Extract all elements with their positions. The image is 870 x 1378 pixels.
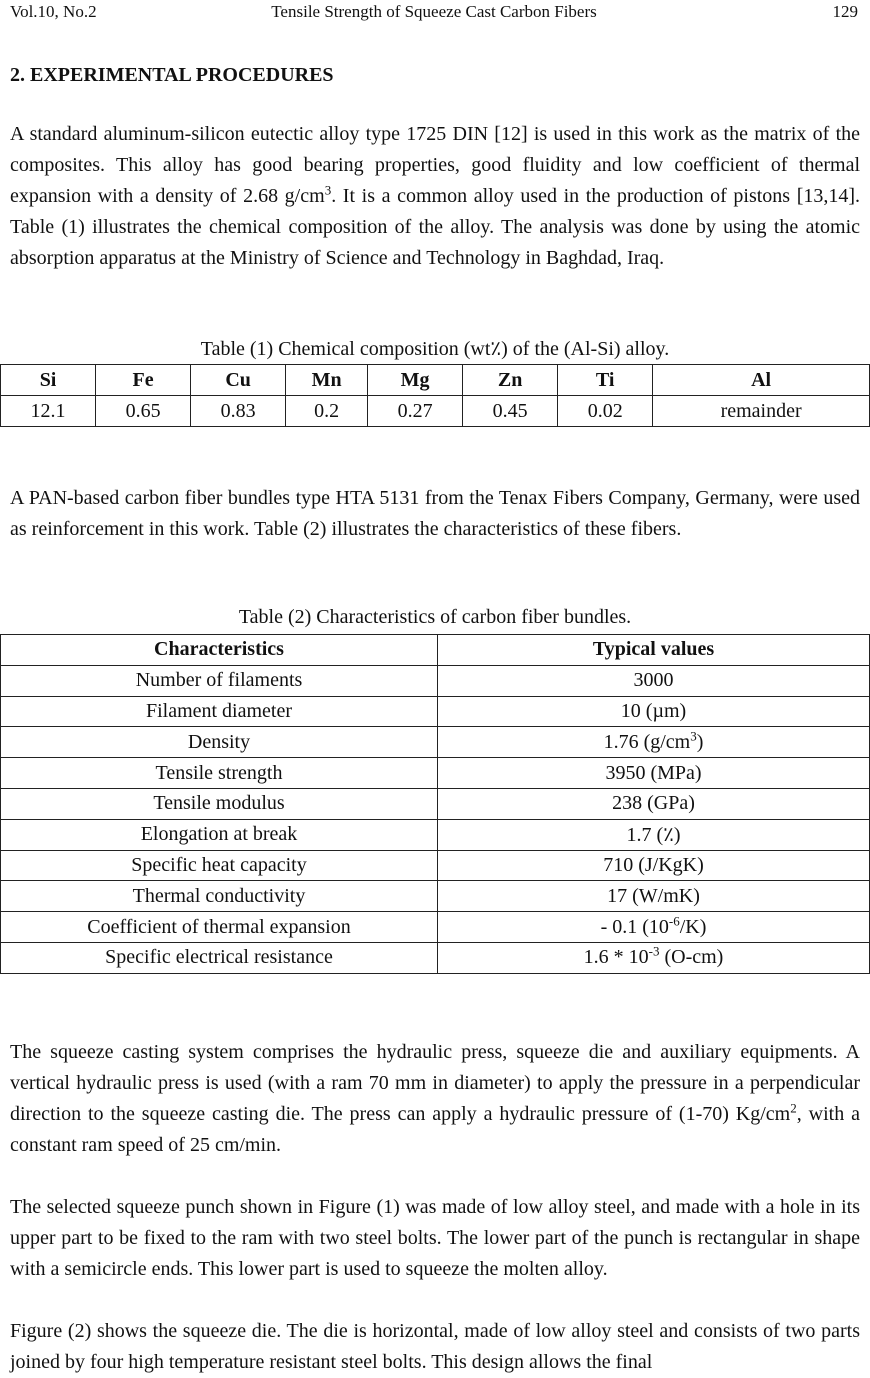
table-header-row [1, 635, 870, 666]
table-header-cell: Characteristics [1, 635, 438, 666]
table-header-cell: Typical values [438, 635, 870, 666]
paragraph-carbon-fibers: A PAN-based carbon fiber bundles type HTA 5131 from the Tenax Fibers Company, Germany, were used as reinforcement in this work. Table (2) illustrates the characteristics of these fibers. [10, 487, 860, 540]
characteristic-name-cell: Number of filaments [1, 665, 438, 696]
value-text: 238 (GPa) [612, 792, 695, 815]
characteristic-value-cell [438, 727, 870, 758]
value-suffix: (O-cm) [659, 946, 724, 969]
table-header-cell: Fe [96, 365, 191, 396]
value-text: 1.6 * 10 [583, 946, 649, 969]
characteristic-value-cell [438, 850, 870, 881]
table-header-cell: Cu [191, 365, 286, 396]
characteristic-name-cell: Elongation at break [1, 819, 438, 850]
paragraph-squeeze-die: Figure (2) shows the squeeze die. The die is horizontal, made of low alloy steel and consists of two parts joined by four high temperature resistant steel bolts. This design allows the final [10, 1320, 860, 1373]
table-row [1, 727, 870, 758]
running-header [10, 0, 858, 24]
characteristic-name-cell: Thermal conductivity [1, 881, 438, 912]
characteristic-value-cell [438, 665, 870, 696]
characteristic-value-cell [438, 758, 870, 789]
table-header-cell: Mn [286, 365, 368, 396]
table-row [1, 942, 870, 973]
table-cell: remainder [653, 396, 870, 427]
characteristic-name-cell: Specific heat capacity [1, 850, 438, 881]
paragraph-squeeze-system [10, 1037, 860, 1161]
table-row [1, 788, 870, 819]
characteristic-name-cell: Tensile strength [1, 758, 438, 789]
table-header-cell: Zn [463, 365, 558, 396]
characteristic-value-cell [438, 912, 870, 943]
composition-table [0, 364, 870, 427]
table-cell: 0.65 [96, 396, 191, 427]
table-header-cell: Al [653, 365, 870, 396]
value-suffix: /K) [679, 915, 707, 938]
value-text: 1.76 (g/cm [603, 730, 691, 753]
running-title: Tensile Strength of Squeeze Cast Carbon Fibers [271, 2, 597, 21]
table-cell: 0.45 [463, 396, 558, 427]
table-row [1, 881, 870, 912]
value-superscript: 3 [690, 728, 697, 744]
table1-caption: Table (1) Chemical composition (wt٪) of the (Al-Si) alloy. [200, 338, 670, 360]
table-cell: 12.1 [1, 396, 96, 427]
value-superscript: -6 [668, 912, 680, 928]
characteristic-value-cell [438, 788, 870, 819]
table2-caption: Table (2) Characteristics of carbon fiber bundles. [238, 606, 632, 628]
value-text: 3950 (MPa) [605, 761, 702, 784]
characteristic-value-cell [438, 942, 870, 973]
paragraph-squeeze-punch: The selected squeeze punch shown in Figure (1) was made of low alloy steel, and made with a hole in its upper part to be fixed to the ram with two steel bolts. The lower part of the punch is rectangular in shape with a semicircle ends. This lower part is used to squeeze the molten alloy. [10, 1196, 860, 1280]
value-text: 3000 [633, 669, 674, 692]
table-cell: 0.83 [191, 396, 286, 427]
value-text: - 0.1 (10 [600, 915, 669, 938]
table-row [1, 665, 870, 696]
para3-text-b: , with a constant ram speed of 25 cm/min. [10, 1103, 861, 1156]
characteristic-value-cell [438, 881, 870, 912]
table-cell: 0.2 [286, 396, 368, 427]
table-row [1, 912, 870, 943]
journal-volume: Vol.10, No.2 [10, 2, 97, 21]
characteristic-value-cell [438, 819, 870, 850]
characteristic-name-cell: Coefficient of thermal expansion [1, 912, 438, 943]
table-row [1, 758, 870, 789]
value-text: 17 (W/mK) [607, 884, 700, 907]
page-number: 129 [832, 2, 858, 21]
table-header-cell: Ti [558, 365, 653, 396]
fiber-characteristics-table [0, 634, 870, 974]
characteristic-value-cell [438, 696, 870, 727]
table-header-cell: Mg [368, 365, 463, 396]
section-heading: 2. EXPERIMENTAL PROCEDURES [10, 64, 334, 86]
value-text: 10 (µm) [620, 699, 687, 722]
para1-superscript: 3 [324, 182, 332, 198]
value-text: 1.7 (٪) [626, 824, 681, 847]
table-header-cell: Si [1, 365, 96, 396]
fiber-table-body [1, 665, 870, 973]
value-suffix: ) [696, 730, 704, 753]
table-row [1, 696, 870, 727]
characteristic-name-cell: Tensile modulus [1, 788, 438, 819]
value-text: 710 (J/KgK) [603, 853, 704, 876]
characteristic-name-cell: Density [1, 727, 438, 758]
para3-superscript: 2 [790, 1100, 797, 1116]
value-superscript: -3 [648, 943, 660, 959]
para1-text-a: A standard aluminum-silicon eutectic alloy type 1725 DIN [12] is used in this work as the matrix of the composites. This alloy has good bearing properties, good fluidity and low coefficient of thermal expansion with a density of 2.68 g/cm [10, 123, 860, 207]
characteristic-name-cell: Specific electrical resistance [1, 942, 438, 973]
para1-text-b: . It is a common alloy used in the production of pistons [13,14]. Table (1) illustrates the chemical composition of the alloy. The analysis was done by using the atomic absorption apparatus at the Ministry of Science and Technology in Baghdad, Iraq. [10, 185, 861, 269]
para3-text-a: The squeeze casting system comprises the hydraulic press, squeeze die and auxiliary equipments. A vertical hydraulic press is used (with a ram 70 mm in diameter) to apply the pressure in a perpendicular direction to the squeeze casting die. The press can apply a hydraulic pressure of (1-70) Kg/cm [10, 1041, 860, 1125]
table-row [1, 850, 870, 881]
paragraph-alloy-matrix [10, 119, 860, 274]
table-row [1, 819, 870, 850]
table-header-row [1, 365, 870, 396]
table-cell: 0.27 [368, 396, 463, 427]
table-row [1, 396, 870, 427]
characteristic-name-cell: Filament diameter [1, 696, 438, 727]
table-cell: 0.02 [558, 396, 653, 427]
